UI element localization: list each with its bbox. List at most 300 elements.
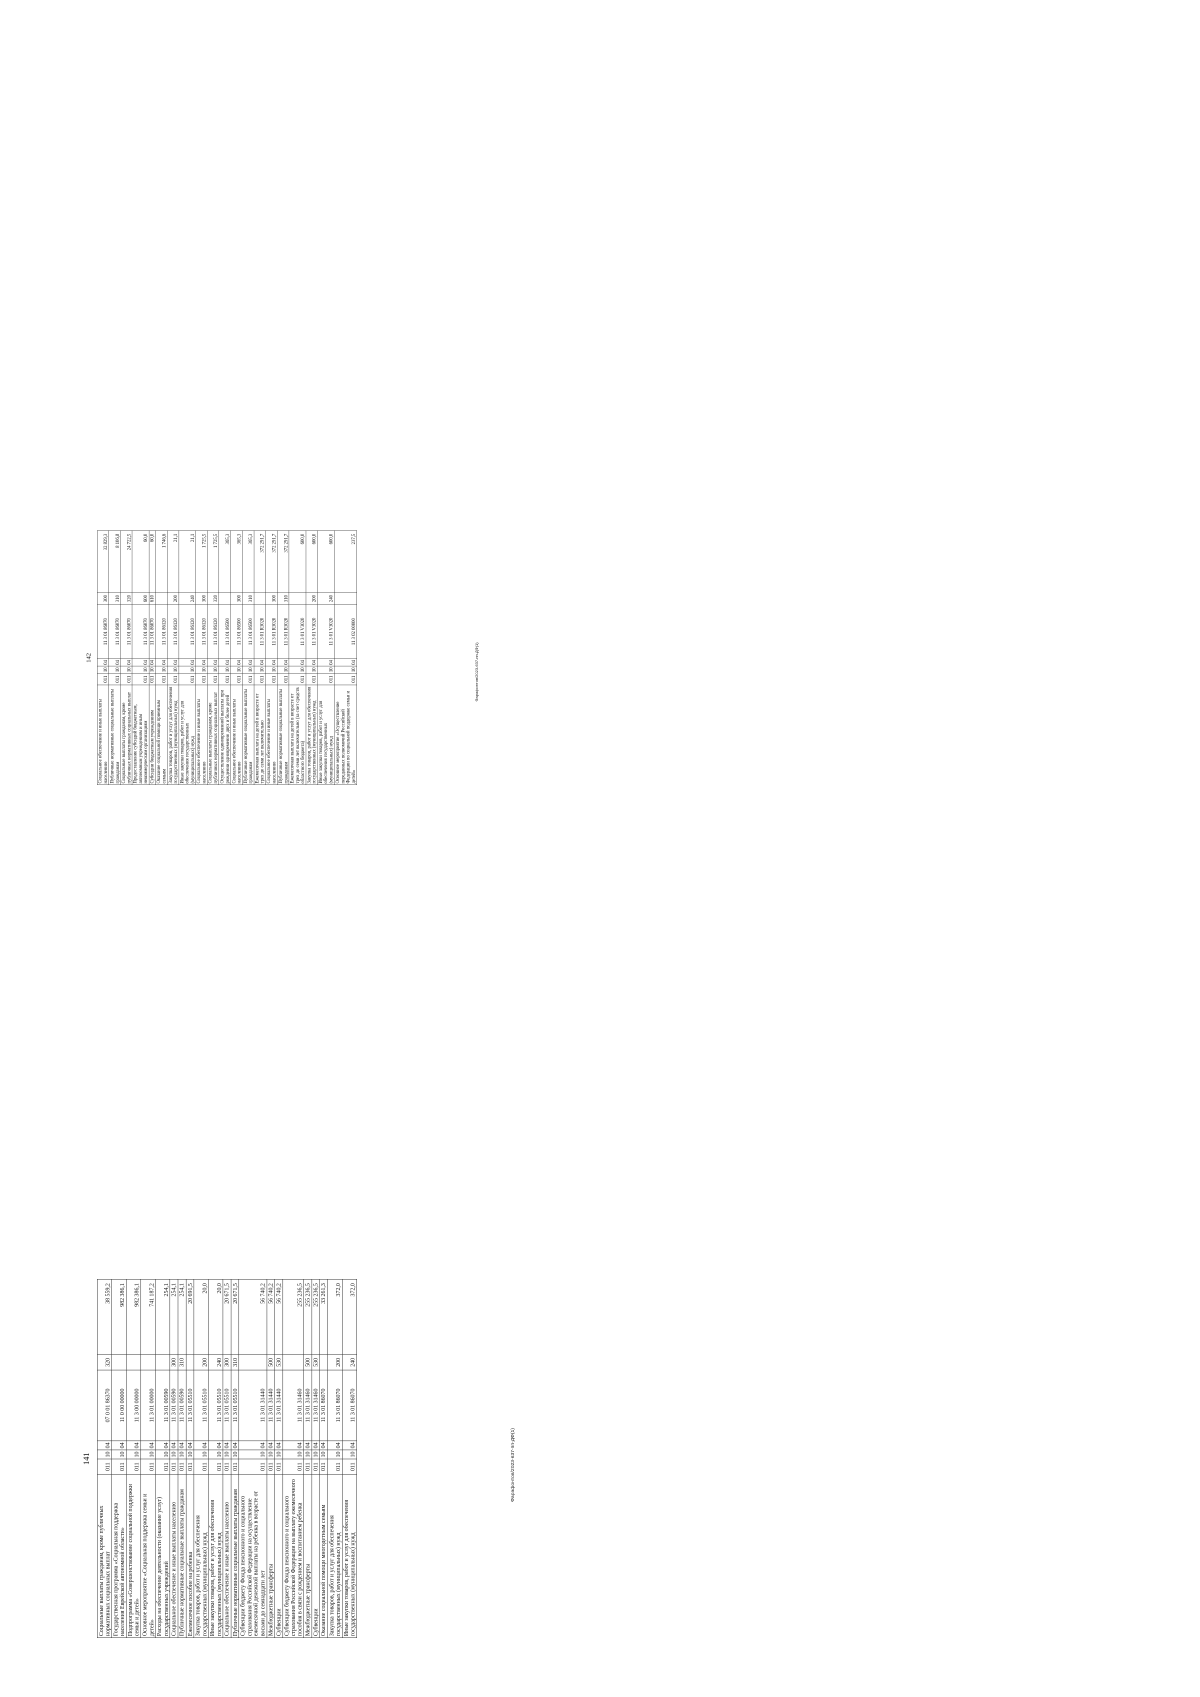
csr-code: 11 3 01 00590 <box>155 1370 170 1441</box>
rz-code: 10 <box>97 1450 112 1459</box>
table-row <box>328 1279 343 1637</box>
rz-code: 10 <box>126 1450 141 1459</box>
vr-code <box>254 593 266 605</box>
row-sum: 38 559,2 <box>97 1279 112 1354</box>
rz-code: 10 <box>208 1450 223 1459</box>
table-row <box>231 1279 239 1637</box>
gr-code: 011 <box>207 673 219 685</box>
rz-code: 10 <box>319 1451 327 1458</box>
table-row <box>304 1279 312 1637</box>
csr-code: 11 3 01 86120 <box>196 604 208 658</box>
pr-code: 04 <box>196 659 208 666</box>
row-sum: 21,1 <box>167 531 179 593</box>
vr-code: 300 <box>170 1355 178 1370</box>
rz-code: 10 <box>266 1451 274 1458</box>
table-row <box>194 1279 209 1637</box>
rz-code: 10 <box>242 666 254 673</box>
gr-code: 011 <box>306 673 318 685</box>
row-name: Закупка товаров, работ и услуг для обеспечения государственных (муниципальных) нужд <box>194 1474 209 1637</box>
table-row <box>231 531 243 785</box>
row-name: Субвенции <box>275 1474 283 1637</box>
row-name: Публичные нормативные социальные выплаты гражданам <box>242 685 254 785</box>
pr-code: 04 <box>342 1441 357 1450</box>
gr-code: 011 <box>318 673 335 685</box>
row-sum: 20 671,5 <box>223 1279 231 1354</box>
vr-code: 530 <box>275 1355 283 1370</box>
budget-table <box>97 1279 357 1638</box>
row-name: Оказание социальной помощи многодетным семьям <box>320 1474 328 1637</box>
row-sum: 24 722,5 <box>120 531 132 593</box>
vr-code: 320 <box>120 593 132 605</box>
vr-code <box>141 1355 156 1370</box>
pr-code: 04 <box>179 659 196 666</box>
vr-code: 240 <box>318 593 335 605</box>
vr-code: 600 <box>132 593 149 605</box>
table-row <box>186 1279 194 1637</box>
row-sum: 1 746,6 <box>155 531 167 593</box>
gr-code: 011 <box>328 1459 343 1474</box>
row-name: Осуществление единовременной выплаты при рождении одновременно двух и более детей <box>219 685 231 785</box>
table-row <box>318 531 335 785</box>
vr-code: 300 <box>97 593 109 605</box>
gr-code: 011 <box>194 1459 209 1474</box>
row-name: Социальное обеспечение и иные выплаты населению <box>97 685 109 785</box>
pr-code: 04 <box>304 1442 311 1449</box>
table-row <box>112 1279 127 1637</box>
table-row <box>167 531 179 785</box>
csr-code: 11 3 01 86500 <box>219 604 231 658</box>
pr-code: 04 <box>283 1441 304 1450</box>
table-row <box>320 1279 328 1637</box>
gr-code: 011 <box>342 1459 357 1474</box>
rz-code: 10 <box>342 1450 357 1459</box>
gr-code: 011 <box>239 1459 267 1474</box>
row-sum: 982 386,1 <box>126 1279 141 1354</box>
csr-code: 11 3 01 86070 <box>132 604 149 658</box>
pr-code: 04 <box>170 1442 178 1449</box>
row-name: Социальные выплаты гражданам, кроме публичных нормативных социальных выплат <box>120 685 132 785</box>
vr-code: 310 <box>178 1355 186 1370</box>
row-sum: 254,1 <box>170 1279 178 1354</box>
pr-code: 04 <box>231 1442 239 1449</box>
gr-code: 011 <box>277 673 289 685</box>
csr-code: 11 3 00 00000 <box>126 1370 141 1441</box>
row-name: Социальное обеспечение и иные выплаты населению <box>196 685 208 785</box>
row-name: Межбюджетные трансферты <box>267 1474 275 1637</box>
row-name: Ежемесячная выплата на детей в возрасте от трех до семи лет включительно (за счет средств областного бюджета) <box>289 685 306 785</box>
vr-code: 240 <box>342 1355 357 1370</box>
row-name: Закупка товаров, работ и услуг для обеспечения государственных (муниципальных) нужд <box>328 1474 343 1637</box>
pr-code: 04 <box>223 1442 231 1449</box>
row-name: Предоставление субсидий бюджетным, автономным учреждениям и иным некоммерческим организациям <box>132 685 149 785</box>
csr-code: 11 3 01 V3020 <box>306 604 318 658</box>
table-row <box>120 531 132 785</box>
pr-code: 04 <box>112 1441 127 1450</box>
row-sum: 33 261,3 <box>320 1279 328 1354</box>
vr-code: 500 <box>304 1355 312 1370</box>
row-sum: 56 740,2 <box>239 1279 267 1354</box>
csr-code: 11 3 01 00000 <box>141 1370 156 1441</box>
rz-code: 10 <box>112 1450 127 1459</box>
table-row <box>208 1279 223 1637</box>
table-row <box>306 531 318 785</box>
csr-code: 07 0 01 86370 <box>97 1370 112 1441</box>
rz-code: 10 <box>231 1451 239 1458</box>
row-name: Социальные выплаты гражданам, кроме публичных нормативных социальных выплат <box>97 1474 112 1637</box>
pr-code: 04 <box>120 659 132 666</box>
gr-code: 011 <box>126 1459 141 1474</box>
csr-code: 11 3 01 05510 <box>186 1370 194 1441</box>
rz-code: 10 <box>196 666 208 673</box>
rz-code: 10 <box>318 666 335 673</box>
row-sum: 1 725,5 <box>196 531 208 593</box>
csr-code: 11 3 01 31440 <box>267 1370 275 1441</box>
rz-code: 10 <box>312 1451 319 1458</box>
row-sum: 254,1 <box>155 1279 170 1354</box>
gr-code: 011 <box>223 1459 231 1474</box>
row-name: Публичные нормативные социальные выплаты гражданам <box>231 1474 239 1637</box>
row-name: Государственная программа «Социальная поддержка населения Еврейской автономной области» <box>112 1474 127 1637</box>
row-sum: 600,0 <box>318 531 335 593</box>
csr-code: 11 3 01 R3020 <box>277 604 289 658</box>
row-name: Социальное обеспечение и иные выплаты населению <box>170 1474 178 1637</box>
row-sum: 21,1 <box>179 531 196 593</box>
csr-code: 11 3 01 31460 <box>312 1370 320 1441</box>
gr-code: 011 <box>149 673 155 685</box>
rz-code: 10 <box>289 666 306 673</box>
csr-code: 11 3 01 86070 <box>320 1370 328 1441</box>
rz-code: 10 <box>283 1450 304 1459</box>
vr-code <box>112 1355 127 1370</box>
row-name: Публичные нормативные социальные выплаты гражданам <box>109 685 121 785</box>
rz-code: 10 <box>170 1451 178 1458</box>
row-sum: 372 291,7 <box>266 531 278 593</box>
csr-code: 11 3 01 05510 <box>194 1370 209 1441</box>
row-sum: 20 671,5 <box>231 1279 239 1354</box>
csr-code: 11 3 01 31440 <box>275 1370 283 1441</box>
row-name: Социальные выплаты гражданам, кроме публичных нормативных социальных выплат <box>207 685 219 785</box>
pr-code: 04 <box>318 659 335 666</box>
table-row <box>312 1279 320 1637</box>
gr-code: 011 <box>275 1459 283 1474</box>
gr-code: 011 <box>266 673 278 685</box>
table-row <box>196 531 208 785</box>
row-sum: 365,3 <box>219 531 231 593</box>
csr-code: 11 3 01 05510 <box>223 1370 231 1441</box>
gr-code: 011 <box>179 673 196 685</box>
row-sum: 20,0 <box>194 1279 209 1354</box>
vr-code: 300 <box>223 1355 231 1370</box>
gr-code: 011 <box>109 673 121 685</box>
rz-code: 10 <box>239 1450 267 1459</box>
row-name: Публичные нормативные социальные выплаты гражданам <box>277 685 289 785</box>
vr-code: 200 <box>328 1355 343 1370</box>
pr-code: 04 <box>186 1442 193 1449</box>
csr-code: 11 3 01 R3020 <box>266 604 278 658</box>
row-sum: 8 106,8 <box>109 531 121 593</box>
rz-code: 10 <box>328 1450 343 1459</box>
page-number: 141 <box>81 1452 91 1465</box>
pr-code: 04 <box>254 659 266 666</box>
row-sum: 372 291,7 <box>277 531 289 593</box>
row-name: Социальное обеспечение и иные выплаты населению <box>223 1474 231 1637</box>
gr-code: 011 <box>97 1459 112 1474</box>
rz-code: 10 <box>304 1451 311 1458</box>
vr-code: 310 <box>277 593 289 605</box>
vr-code: 310 <box>109 593 121 605</box>
vr-code <box>186 1355 194 1370</box>
row-sum: 982 386,1 <box>112 1279 127 1354</box>
pr-code: 04 <box>132 659 149 666</box>
pr-code: 04 <box>194 1441 209 1450</box>
rz-code: 10 <box>266 666 278 673</box>
table-row <box>141 1279 156 1637</box>
pr-code: 04 <box>274 1442 282 1449</box>
vr-code: 300 <box>196 593 208 605</box>
gr-code: 011 <box>178 1459 186 1474</box>
rz-code: 10 <box>120 666 132 673</box>
row-sum: 372 291,7 <box>254 531 266 593</box>
vr-code: 610 <box>149 593 155 605</box>
rz-code: 10 <box>306 666 318 673</box>
rz-code: 10 <box>167 666 179 673</box>
gr-code: 011 <box>186 1459 194 1474</box>
gr-code: 011 <box>196 673 208 685</box>
pr-code: 04 <box>149 660 155 665</box>
row-name: Ежемесячное пособие на ребенка <box>186 1474 194 1637</box>
table-row <box>275 1279 283 1637</box>
row-sum: 255 236,5 <box>304 1279 312 1354</box>
pr-code: 04 <box>178 1442 186 1449</box>
page-141 <box>81 1280 516 1638</box>
vr-code: 530 <box>312 1355 320 1370</box>
csr-code: 11 3 01 86500 <box>231 604 243 658</box>
row-name: Расходы на обеспечение деятельности (оказание услуг) государственных учреждений <box>155 1474 170 1637</box>
csr-code: 11 3 02 00000 <box>334 604 356 658</box>
row-name: Иные закупки товаров, работ и услуг для обеспечения государственных (муниципальных) нужд <box>179 685 196 785</box>
row-name: Публичные нормативные социальные выплаты гражданам <box>178 1474 186 1637</box>
row-sum: 20,0 <box>208 1279 223 1354</box>
table-row <box>179 531 196 785</box>
gr-code: 011 <box>231 673 243 685</box>
vr-code: 310 <box>231 1355 239 1370</box>
vr-code <box>334 593 356 605</box>
vr-code: 200 <box>167 593 179 605</box>
table-row <box>170 1279 178 1637</box>
table-row <box>223 1279 231 1637</box>
vr-code: 200 <box>306 593 318 605</box>
gr-code: 011 <box>242 673 254 685</box>
pr-code: 04 <box>231 659 243 666</box>
page-number: 142 <box>84 653 92 663</box>
row-name: Социальное обеспечение и иные выплаты населению <box>231 685 243 785</box>
vr-code: 320 <box>97 1355 112 1370</box>
row-sum: 60,0 <box>149 531 155 593</box>
vr-code <box>239 1355 267 1370</box>
row-name: Закупка товаров, работ и услуг для обеспечения государственных (муниципальных) нужд <box>306 686 317 784</box>
pr-code: 04 <box>155 659 167 666</box>
vr-code: 320 <box>207 593 219 605</box>
rz-code: 10 <box>109 666 121 673</box>
vr-code: 500 <box>267 1355 275 1370</box>
rz-code: 10 <box>155 1450 170 1459</box>
row-name: Основное мероприятие «Осуществление переданных полномочий Российской Федерации по социальной поддержке семьи и детей» <box>334 685 356 785</box>
rz-code: 10 <box>194 1450 209 1459</box>
table-row <box>283 1279 304 1637</box>
row-name: Подпрограмма «Совершенствование социальной поддержки семьи и детей» <box>126 1474 141 1637</box>
rz-code: 10 <box>254 666 266 673</box>
row-name: Иные закупки товаров, работ и услуг для обеспечения государственных (муниципальных) нужд <box>342 1474 357 1637</box>
gr-code: 011 <box>334 673 356 685</box>
table-row <box>207 531 219 785</box>
gr-code: 011 <box>120 673 132 685</box>
document-stamp: Фарафонтов/2023-637-пп-ДФ(1) <box>509 1428 516 1502</box>
vr-code <box>219 593 231 605</box>
vr-code <box>155 1355 170 1370</box>
row-name: Ежемесячная выплата на детей в возрасте от трех до семи лет включительно <box>254 685 266 785</box>
row-name: Социальное обеспечение и иные выплаты населению <box>266 685 278 785</box>
csr-code: 11 3 01 86120 <box>207 604 219 658</box>
pr-code: 04 <box>126 1441 141 1450</box>
budget-table <box>97 530 357 785</box>
rz-code: 10 <box>178 1451 186 1458</box>
table-row <box>266 531 278 785</box>
row-name: Субвенции <box>312 1474 320 1637</box>
gr-code: 011 <box>141 1459 156 1474</box>
pr-code: 04 <box>328 1441 343 1450</box>
vr-code <box>155 593 167 605</box>
row-name: Закупка товаров, работ и услуг для обеспечения государственных (муниципальных) нужд <box>167 686 179 784</box>
pr-code: 04 <box>219 659 231 666</box>
gr-code: 011 <box>208 1459 223 1474</box>
table-row <box>334 531 356 785</box>
pr-code: 04 <box>167 659 179 666</box>
table-row <box>289 531 306 785</box>
csr-code: 11 3 01 86120 <box>179 604 196 658</box>
row-name: Субсидии бюджетным учреждениям <box>149 685 155 785</box>
pr-code: 04 <box>207 659 219 666</box>
row-sum: 1 725,5 <box>207 531 219 593</box>
rz-code: 10 <box>132 666 149 673</box>
row-sum: 600,0 <box>289 531 306 593</box>
table-row <box>126 1279 141 1637</box>
csr-code: 11 3 01 86070 <box>328 1370 343 1441</box>
gr-code: 011 <box>155 1459 170 1474</box>
gr-code: 011 <box>97 673 109 685</box>
row-name: Оказание социальной помощи приемным семьям <box>155 685 167 785</box>
page-142 <box>84 531 480 785</box>
row-name: Иные закупки товаров, работ и услуг для обеспечения государственных (муниципальных) нужд <box>208 1474 223 1637</box>
rz-code: 10 <box>277 666 289 673</box>
pr-code: 04 <box>97 659 109 666</box>
pr-code: 04 <box>312 1442 319 1449</box>
table-row <box>277 531 289 785</box>
table-row <box>132 531 149 785</box>
csr-code: 11 0 00 00000 <box>112 1370 127 1441</box>
table-row <box>97 1279 112 1637</box>
pr-code: 04 <box>277 659 289 666</box>
table-row <box>155 531 167 785</box>
row-sum: 372,0 <box>328 1279 343 1354</box>
row-name: Субвенции бюджету Фонда пенсионного и социального страхования Российской Федерации на осуществление ежемесячной денежной выплаты на ребенка в возрасте от восьми до семнадцати лет <box>239 1474 267 1637</box>
table-row <box>267 1279 275 1637</box>
vr-code: 300 <box>231 593 243 605</box>
csr-code: 11 3 01 R3020 <box>254 604 266 658</box>
pr-code: 04 <box>208 1441 223 1450</box>
pr-code: 04 <box>109 659 121 666</box>
rz-code: 10 <box>179 666 196 673</box>
row-sum: 365,3 <box>242 531 254 593</box>
row-sum: 60,0 <box>132 531 149 593</box>
csr-code: 11 3 01 05510 <box>208 1370 223 1441</box>
pr-code: 04 <box>306 659 318 666</box>
csr-code: 11 3 01 86070 <box>149 604 155 658</box>
vr-code <box>320 1355 328 1370</box>
csr-code: 11 3 01 V3020 <box>318 604 335 658</box>
csr-code: 11 3 01 05510 <box>231 1370 239 1441</box>
row-name: Иные закупки товаров, работ и услуг для обеспечения государственных (муниципальных) нужд <box>318 685 335 785</box>
gr-code: 011 <box>289 673 306 685</box>
gr-code: 011 <box>132 673 149 685</box>
gr-code: 011 <box>112 1459 127 1474</box>
rz-code: 10 <box>97 666 109 673</box>
pr-code: 04 <box>155 1441 170 1450</box>
vr-code: 240 <box>179 593 196 605</box>
row-sum: 255 236,5 <box>312 1279 320 1354</box>
rz-code: 10 <box>186 1451 193 1458</box>
gr-code: 011 <box>312 1459 320 1474</box>
table-row <box>254 531 266 785</box>
pr-code: 04 <box>141 1441 156 1450</box>
csr-code: 11 3 01 31460 <box>304 1370 312 1441</box>
gr-code: 011 <box>283 1459 304 1474</box>
gr-code: 011 <box>320 1459 328 1474</box>
pr-code: 04 <box>289 659 306 666</box>
csr-code: 11 3 01 86500 <box>242 604 254 658</box>
row-sum: 365,3 <box>231 531 243 593</box>
table-row <box>342 1279 357 1637</box>
csr-code: 11 3 01 86070 <box>342 1370 357 1441</box>
row-name: Межбюджетные трансферты <box>304 1474 312 1637</box>
csr-code: 11 3 01 86070 <box>97 604 109 658</box>
table-row <box>242 531 254 785</box>
pr-code: 04 <box>266 659 278 666</box>
rz-code: 10 <box>223 1451 231 1458</box>
vr-code <box>289 593 306 605</box>
gr-code: 011 <box>254 673 266 685</box>
document-stamp: Фарафонтов/2023-637-пп-ДФ(1) <box>474 642 480 702</box>
csr-code: 11 3 01 86120 <box>167 604 179 658</box>
csr-code: 11 3 01 31440 <box>239 1370 267 1441</box>
vr-code <box>126 1355 141 1370</box>
row-sum: 254,1 <box>178 1279 186 1354</box>
rz-code: 10 <box>334 666 356 673</box>
rz-code: 10 <box>231 666 243 673</box>
gr-code: 011 <box>167 673 179 685</box>
row-name: Субвенции бюджету Фонда пенсионного и социального страхования Российской Федерации на выплату ежемесячного пособия в связи с рождением и воспитанием ребенка <box>283 1474 304 1637</box>
rz-code: 10 <box>219 666 231 673</box>
pr-code: 04 <box>334 659 356 666</box>
csr-code: 11 3 01 V3020 <box>289 604 306 658</box>
gr-code: 011 <box>231 1459 239 1474</box>
gr-code: 011 <box>267 1459 275 1474</box>
csr-code: 11 3 01 31460 <box>283 1370 304 1441</box>
csr-code: 11 3 01 86070 <box>120 604 132 658</box>
pr-code: 04 <box>239 1441 267 1450</box>
rz-code: 10 <box>207 666 219 673</box>
table-row <box>155 1279 170 1637</box>
pr-code: 04 <box>242 659 254 666</box>
